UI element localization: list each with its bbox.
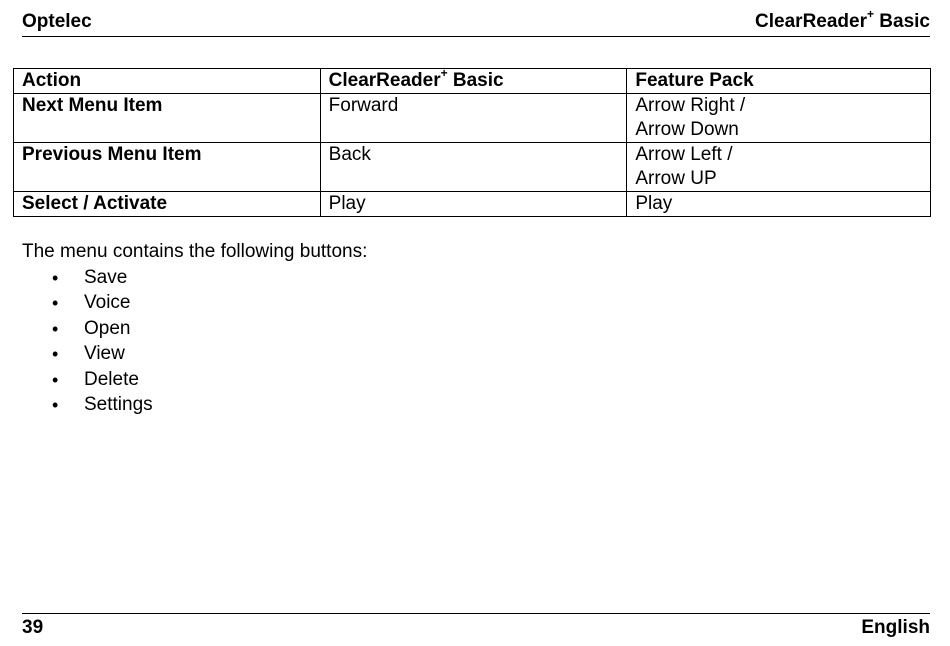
column-header-basic — [320, 65, 627, 94]
list-item-label: Voice — [84, 292, 131, 314]
bullet-icon: • — [52, 293, 59, 314]
navigation-table — [13, 65, 931, 217]
list-item — [52, 291, 153, 316]
table-row — [14, 94, 931, 143]
page-header — [22, 6, 930, 37]
table-cell-action: Next Menu Item — [14, 94, 321, 143]
page-footer — [22, 613, 930, 642]
list-item — [52, 393, 153, 418]
list-item-label: View — [84, 343, 125, 365]
list-item — [52, 368, 153, 393]
page-number: 39 — [22, 617, 44, 638]
table-row — [14, 143, 931, 192]
feature-line: Arrow Down — [635, 119, 739, 140]
feature-line: Arrow Left / — [635, 144, 733, 165]
product-superscript: + — [867, 6, 875, 21]
device-suffix: Basic — [447, 70, 504, 91]
column-header-feature-pack: Feature Pack — [627, 69, 931, 94]
device-name: ClearReader — [328, 70, 441, 91]
list-item — [52, 266, 153, 291]
bullet-icon: • — [52, 344, 59, 365]
list-item-label: Delete — [84, 368, 139, 390]
feature-line: Arrow UP — [635, 168, 717, 189]
list-item — [52, 317, 153, 342]
brand-name: Optelec — [22, 11, 92, 32]
feature-line: Arrow Right / — [635, 95, 746, 116]
language-label: English — [861, 617, 930, 638]
table-cell-feature-pack — [627, 94, 931, 143]
table-cell-basic: Play — [320, 192, 627, 217]
list-item-label: Settings — [84, 393, 153, 415]
list-item — [52, 342, 153, 367]
bullet-icon: • — [52, 369, 59, 390]
list-item-label: Open — [84, 317, 131, 339]
table-row — [14, 192, 931, 217]
feature-line: Play — [635, 193, 673, 214]
list-item-label: Save — [84, 267, 128, 288]
table-cell-feature-pack — [627, 143, 931, 192]
table-cell-action: Select / Activate — [14, 192, 321, 217]
bullet-icon: • — [52, 394, 59, 415]
table-cell-feature-pack — [627, 192, 931, 217]
column-header-action: Action — [14, 69, 321, 94]
table-cell-basic: Back — [320, 143, 627, 192]
table-cell-basic: Forward — [320, 94, 627, 143]
bullet-icon: • — [52, 318, 59, 339]
table-header-row — [14, 69, 931, 94]
product-name: ClearReader — [755, 11, 867, 32]
menu-intro-text: The menu contains the following buttons: — [22, 241, 368, 262]
product-title — [755, 6, 930, 33]
bullet-icon: • — [52, 268, 59, 288]
product-suffix: Basic — [874, 11, 930, 32]
menu-buttons-list — [52, 266, 153, 418]
device-superscript: + — [440, 65, 448, 80]
table-cell-action: Previous Menu Item — [14, 143, 321, 192]
